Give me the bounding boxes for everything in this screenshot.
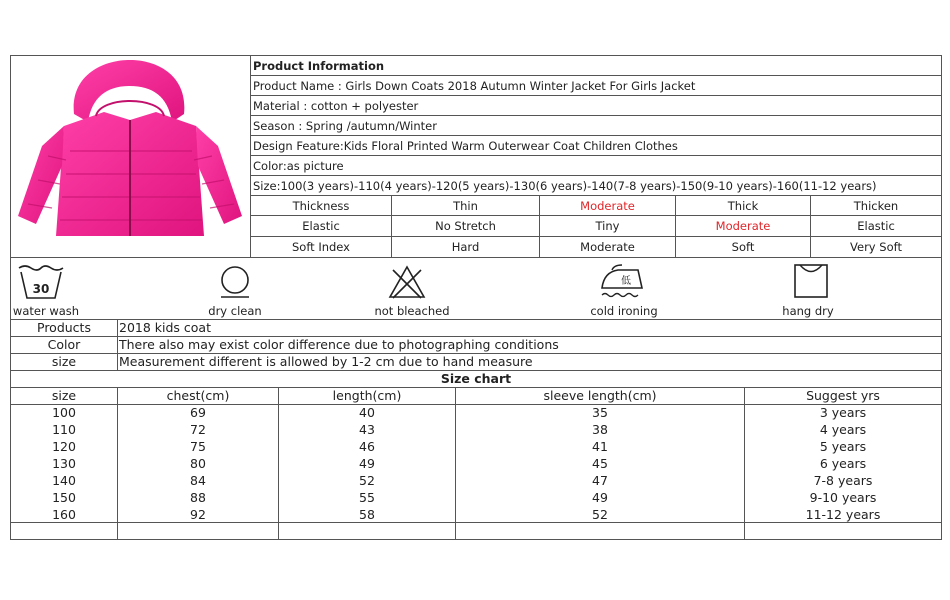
cell-chest: 72 bbox=[190, 422, 206, 437]
cell-chest: 80 bbox=[190, 456, 206, 471]
product-size-range: Size:100(3 years)-110(4 years)-120(5 years)-130(6 years)-140(7-8 years)-150(9-10 years)-160(11-12 years) bbox=[253, 179, 877, 193]
care-label-not-bleached: not bleached bbox=[374, 304, 450, 318]
attr-elastic-tiny: Tiny bbox=[595, 219, 620, 233]
info-products-value: 2018 kids coat bbox=[119, 320, 211, 335]
cell-size: 160 bbox=[52, 507, 76, 522]
cell-sleeve: 35 bbox=[592, 405, 608, 420]
care-label-hang-dry: hang dry bbox=[782, 304, 834, 318]
dry-clean-icon bbox=[219, 264, 251, 300]
cell-sleeve: 47 bbox=[592, 473, 608, 488]
cell-chest: 75 bbox=[190, 439, 206, 454]
cell-length: 52 bbox=[359, 473, 375, 488]
size-chart-header-chest: chest(cm) bbox=[166, 388, 230, 403]
cell-size: 140 bbox=[52, 473, 76, 488]
attr-soft-moderate: Moderate bbox=[580, 240, 635, 254]
wash-30-icon bbox=[17, 264, 65, 300]
attr-thickness-thin: Thin bbox=[453, 199, 478, 213]
cell-sleeve: 45 bbox=[592, 456, 608, 471]
cell-chest: 84 bbox=[190, 473, 206, 488]
product-info-header: Product Information bbox=[253, 59, 385, 73]
size-chart-header-length: length(cm) bbox=[332, 388, 402, 403]
cell-suggest: 11-12 years bbox=[805, 507, 881, 522]
cell-length: 46 bbox=[359, 439, 375, 454]
attr-thickness-moderate: Moderate bbox=[580, 199, 635, 213]
attr-soft-very-soft: Very Soft bbox=[850, 240, 902, 254]
product-design-feature: Design Feature:Kids Floral Printed Warm Outerwear Coat Children Clothes bbox=[253, 139, 678, 153]
cell-suggest: 6 years bbox=[819, 456, 867, 471]
cell-size: 150 bbox=[52, 490, 76, 505]
cell-length: 58 bbox=[359, 507, 375, 522]
cell-sleeve: 41 bbox=[592, 439, 608, 454]
cell-chest: 88 bbox=[190, 490, 206, 505]
cell-length: 43 bbox=[359, 422, 375, 437]
size-chart-header-size: size bbox=[51, 388, 77, 403]
cell-sleeve: 38 bbox=[592, 422, 608, 437]
info-size-value: Measurement different is allowed by 1-2 cm due to hand measure bbox=[119, 354, 533, 369]
attr-soft-soft: Soft bbox=[731, 240, 755, 254]
cold-iron-icon bbox=[598, 262, 646, 300]
product-color: Color:as picture bbox=[253, 159, 344, 173]
attr-elastic-moderate: Moderate bbox=[715, 219, 771, 233]
info-color-value: There also may exist color difference due to photographing conditions bbox=[119, 337, 559, 352]
cell-size: 100 bbox=[52, 405, 76, 420]
size-chart-header-suggest: Suggest yrs bbox=[806, 388, 880, 403]
info-size-label: size bbox=[51, 354, 77, 369]
cell-size: 120 bbox=[52, 439, 76, 454]
care-label-dry-clean: dry clean bbox=[208, 304, 262, 318]
iron-char: 低 bbox=[621, 276, 631, 287]
product-season: Season : Spring /autumn/Winter bbox=[253, 119, 437, 133]
pink-jacket-icon bbox=[12, 56, 250, 256]
attr-thickness-thicken: Thicken bbox=[853, 199, 899, 213]
cell-length: 40 bbox=[359, 405, 375, 420]
wash-temp: 30 bbox=[32, 282, 50, 296]
cell-size: 110 bbox=[52, 422, 76, 437]
size-chart-header-sleeve: sleeve length(cm) bbox=[543, 388, 657, 403]
cell-size: 130 bbox=[52, 456, 76, 471]
attr-elastic-no-stretch: No Stretch bbox=[435, 219, 496, 233]
attr-thickness-thick: Thick bbox=[727, 199, 759, 213]
attr-soft-hard: Hard bbox=[451, 240, 480, 254]
cell-length: 55 bbox=[359, 490, 375, 505]
cell-suggest: 9-10 years bbox=[809, 490, 877, 505]
attr-elastic-label: Elastic bbox=[302, 219, 340, 233]
not-bleached-icon bbox=[387, 264, 427, 300]
info-color-label: Color bbox=[47, 337, 81, 352]
product-name: Product Name : Girls Down Coats 2018 Autumn Winter Jacket For Girls Jacket bbox=[253, 79, 696, 93]
care-label-cold-ironing: cold ironing bbox=[590, 304, 658, 318]
info-products-label: Products bbox=[37, 320, 91, 335]
care-label-water-wash: water wash bbox=[12, 304, 80, 318]
attr-soft-label: Soft Index bbox=[291, 240, 350, 254]
hang-dry-icon bbox=[792, 262, 830, 300]
attr-elastic-elastic: Elastic bbox=[857, 219, 895, 233]
product-image bbox=[12, 56, 250, 256]
cell-sleeve: 49 bbox=[592, 490, 608, 505]
cell-chest: 92 bbox=[190, 507, 206, 522]
cell-chest: 69 bbox=[190, 405, 206, 420]
cell-suggest: 5 years bbox=[819, 439, 867, 454]
size-chart-title: Size chart bbox=[440, 371, 512, 386]
cell-suggest: 4 years bbox=[819, 422, 867, 437]
product-material: Material : cotton + polyester bbox=[253, 99, 419, 113]
cell-length: 49 bbox=[359, 456, 375, 471]
cell-suggest: 7-8 years bbox=[813, 473, 873, 488]
attr-thickness-label: Thickness bbox=[292, 199, 350, 213]
cell-suggest: 3 years bbox=[819, 405, 867, 420]
cell-sleeve: 52 bbox=[592, 507, 608, 522]
